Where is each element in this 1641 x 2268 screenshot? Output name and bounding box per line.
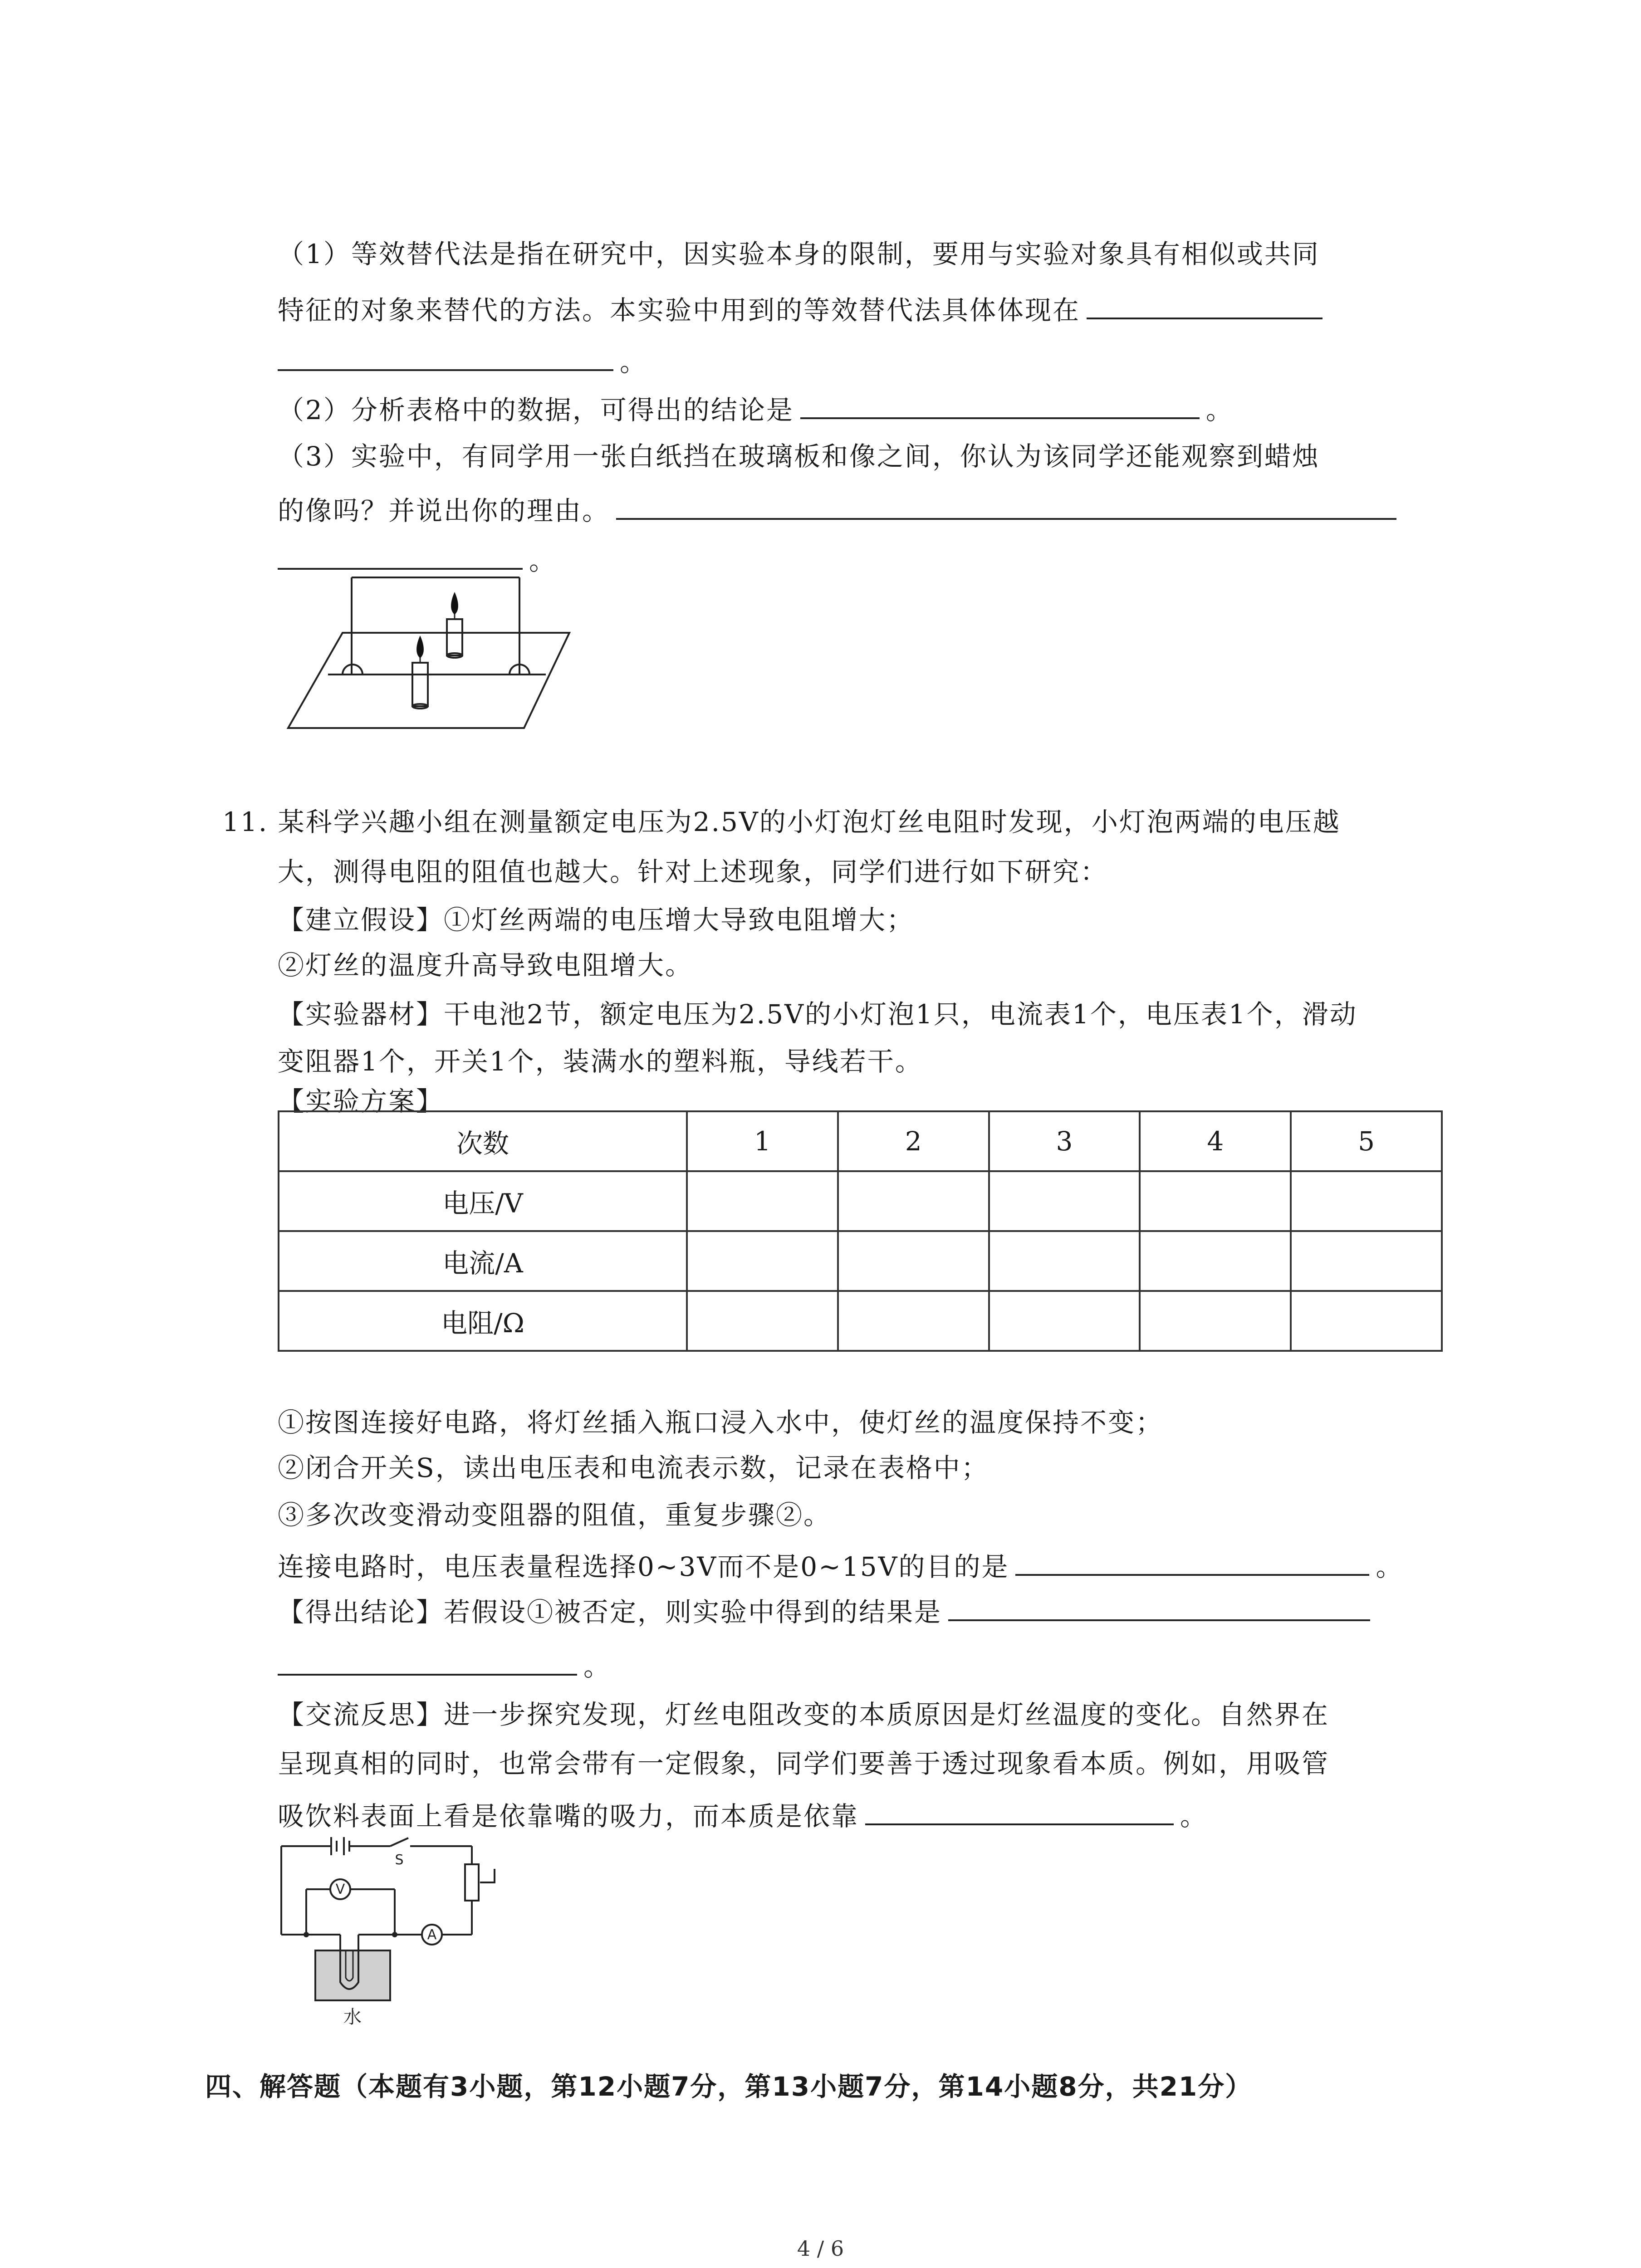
table-row (279, 1171, 1442, 1231)
voltmeter-label: V (335, 1882, 345, 1897)
period: 。 (583, 1651, 612, 1682)
table-cell[interactable] (687, 1231, 838, 1291)
table-header-cell: 次数 (279, 1111, 687, 1171)
answer-blank[interactable] (1087, 289, 1323, 319)
q11-materials-line2: 变阻器1个，开关1个，装满水的塑料瓶，导线若干。 (278, 1046, 923, 1077)
q11-range-question (278, 1546, 1404, 1585)
q11-reflect-line3 (278, 1795, 1208, 1834)
table-row-label: 电流/A (279, 1231, 687, 1291)
q11-reflect-line2: 呈现真相的同时，也常会带有一定假象，同学们要善于透过现象看本质。例如，用吸管 (278, 1748, 1330, 1779)
q10-part1-line2 (278, 289, 1329, 328)
table-header-cell: 3 (989, 1111, 1140, 1171)
q11-hypothesis1: 【建立假设】①灯丝两端的电压增大导致电阻增大； (278, 904, 915, 935)
mirror-candle-figure (279, 574, 578, 737)
period: 。 (620, 347, 648, 377)
table-row-label: 电压/V (279, 1171, 687, 1231)
q11-hypothesis2: ②灯丝的温度升高导致电阻增大。 (278, 950, 693, 981)
table-cell[interactable] (687, 1171, 838, 1231)
answer-blank[interactable] (278, 540, 523, 570)
table-cell[interactable] (989, 1291, 1140, 1351)
table-cell[interactable] (1291, 1291, 1442, 1351)
q11-conclusion (278, 1591, 1376, 1630)
table-cell[interactable] (1140, 1231, 1291, 1291)
table-row (279, 1231, 1442, 1291)
table-row (279, 1291, 1442, 1351)
table-header-cell: 2 (838, 1111, 989, 1171)
table-cell[interactable] (1140, 1291, 1291, 1351)
q10-part2 (278, 389, 1234, 428)
table-header-row (279, 1111, 1442, 1171)
q11-conclusion-text: 【得出结论】若假设①被否定，则实验中得到的结果是 (278, 1597, 942, 1628)
table-header-cell: 5 (1291, 1111, 1442, 1171)
water-label: 水 (343, 2007, 362, 2028)
q11-step3: ③多次改变滑动变阻器的阻值，重复步骤②。 (278, 1500, 832, 1530)
answer-blank[interactable] (948, 1591, 1370, 1621)
table-cell[interactable] (1291, 1171, 1442, 1231)
q11-materials-line1: 【实验器材】干电池2节，额定电压为2.5V的小灯泡1只，电流表1个，电压表1个，滑动 (278, 999, 1357, 1030)
q10-part1-text: 特征的对象来替代的方法。本实验中用到的等效替代法具体体现在 (278, 295, 1081, 326)
answer-blank[interactable] (865, 1795, 1174, 1825)
q11-intro-line2: 大，测得电阻的阻值也越大。针对上述现象，同学们进行如下研究： (278, 856, 1108, 887)
section-heading: 四、解答题（本题有3小题，第12小题7分，第13小题7分，第14小题8分，共21分） (205, 2071, 1253, 2102)
table-row-label: 电阻/Ω (279, 1291, 687, 1351)
period: 。 (1376, 1551, 1404, 1582)
table-cell[interactable] (989, 1231, 1140, 1291)
table-cell[interactable] (1140, 1171, 1291, 1231)
answer-blank[interactable] (278, 1646, 577, 1676)
table-cell[interactable] (1291, 1231, 1442, 1291)
q10-part1-line1: （1）等效替代法是指在研究中，因实验本身的限制，要用与实验对象具有相似或共同 (278, 239, 1320, 269)
q10-part1-line3 (278, 341, 647, 380)
page-number: 4 / 6 (797, 2236, 844, 2261)
table-header-cell: 1 (687, 1111, 838, 1171)
answer-blank[interactable] (800, 389, 1200, 419)
q11-plan-label: 【实验方案】 (278, 1086, 444, 1117)
q10-part3-line3 (278, 540, 557, 579)
answer-blank[interactable] (616, 490, 1396, 520)
q11-conclusion-line2 (278, 1646, 611, 1685)
table-cell[interactable] (687, 1291, 838, 1351)
answer-blank[interactable] (1015, 1546, 1369, 1576)
q11-range-text: 连接电路时，电压表量程选择0~3V而不是0~15V的目的是 (278, 1551, 1009, 1582)
q10-part2-text: （2）分析表格中的数据，可得出的结论是 (278, 395, 794, 425)
table-cell[interactable] (838, 1171, 989, 1231)
switch-label: S (395, 1852, 404, 1868)
table-cell[interactable] (838, 1231, 989, 1291)
q10-part3-line1: （3）实验中，有同学用一张白纸挡在玻璃板和像之间，你认为该同学还能观察到蜡烛 (278, 441, 1320, 472)
q10-part3-line2 (278, 490, 1403, 529)
ammeter-label: A (427, 1927, 437, 1943)
table-header-cell: 4 (1140, 1111, 1291, 1171)
table-cell[interactable] (838, 1291, 989, 1351)
period: 。 (1205, 395, 1234, 425)
circuit-diagram (272, 1833, 526, 2032)
q11-reflect-line1: 【交流反思】进一步探究发现，灯丝电阻改变的本质原因是灯丝温度的变化。自然界在 (278, 1699, 1330, 1730)
data-table (278, 1110, 1443, 1352)
q11-step2: ②闭合开关S，读出电压表和电流表示数，记录在表格中； (278, 1452, 989, 1483)
q11-step1: ①按图连接好电路，将灯丝插入瓶口浸入水中，使灯丝的温度保持不变； (278, 1407, 1164, 1438)
table-cell[interactable] (989, 1171, 1140, 1231)
q11-reflect-text: 吸饮料表面上看是依靠嘴的吸力，而本质是依靠 (278, 1801, 859, 1832)
period: 。 (1180, 1801, 1208, 1832)
q11-intro-line1: 11. 某科学兴趣小组在测量额定电压为2.5V的小灯泡灯丝电阻时发现，小灯泡两端的电压越 (222, 807, 1341, 837)
answer-blank[interactable] (278, 341, 613, 371)
period: 。 (529, 545, 557, 576)
q10-part3-text: 的像吗？并说出你的理由。 (278, 495, 610, 526)
